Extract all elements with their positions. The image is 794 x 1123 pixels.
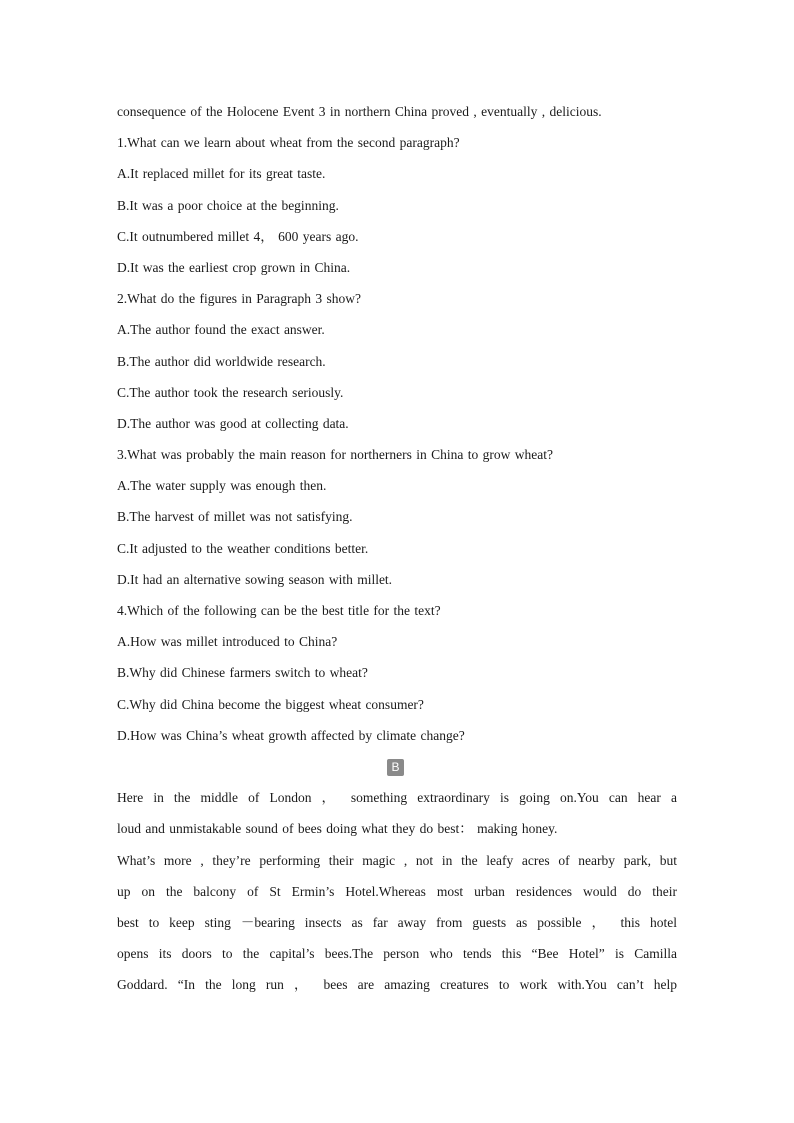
option-c: C.The author took the research seriously. [117, 384, 344, 400]
question-1 [117, 131, 677, 287]
passage-b [117, 786, 677, 1004]
question-stem: 3.What was probably the main reason for northerners in China to grow wheat? [117, 447, 553, 463]
question-stem: 4.Which of the following can be the best title for the text? [117, 603, 441, 618]
passage-b-line: opens its doors to the capital’s bees.The person who tends this “Bee Hotel” is Camilla [117, 946, 677, 962]
option-b: B.It was a poor choice at the beginning. [117, 197, 339, 213]
option-d: D.It had an alternative sowing season with millet. [117, 571, 393, 587]
option-b: B.The harvest of millet was not satisfying. [117, 509, 353, 525]
passage-b-line: Goddard. “In the long run ， bees are amazing creatures to work with.You can’t help [117, 977, 677, 993]
passage-b-line: Here in the middle of London ， something extraordinary is going on.You can hear a [117, 790, 677, 806]
passage-b-line: What’s more , they’re performing their magic , not in the leafy acres of nearby park, but [117, 852, 677, 868]
option-d: D.How was China’s wheat growth affected by climate change? [117, 727, 465, 743]
section-b-badge: B [387, 759, 404, 776]
option-c: C.Why did China become the biggest wheat consumer? [117, 696, 424, 712]
question-2 [117, 287, 677, 443]
option-c: C.It adjusted to the weather conditions better. [117, 540, 369, 556]
section-b-header [117, 755, 677, 786]
option-b: B.Why did Chinese farmers switch to wheat? [117, 665, 368, 681]
passage-b-line: best to keep sting －bearing insects as far away from guests as possible ， this hotel [117, 914, 677, 930]
option-a: A.The water supply was enough then. [117, 478, 327, 494]
option-a: A.The author found the exact answer. [117, 322, 325, 338]
document-page [117, 100, 677, 1004]
option-a: A.How was millet introduced to China? [117, 634, 338, 650]
passage-b-line: loud and unmistakable sound of bees doing what they do best： making honey. [117, 821, 558, 837]
option-b: B.The author did worldwide research. [117, 353, 326, 369]
option-d: D.The author was good at collecting data. [117, 415, 349, 431]
option-a: A.It replaced millet for its great taste. [117, 166, 326, 182]
option-c: C.It outnumbered millet 4， 600 years ago. [117, 228, 359, 244]
question-stem: 2.What do the figures in Paragraph 3 show? [117, 291, 361, 307]
question-stem: 1.What can we learn about wheat from the second paragraph? [117, 135, 460, 151]
passage-a-tail: consequence of the Holocene Event 3 in northern China proved , eventually , delicious. [117, 104, 602, 119]
option-d: D.It was the earliest crop grown in China. [117, 259, 351, 275]
question-3 [117, 443, 677, 599]
passage-b-line: up on the balcony of St Ermin’s Hotel.Whereas most urban residences would do their [117, 883, 677, 899]
question-4 [117, 599, 677, 755]
